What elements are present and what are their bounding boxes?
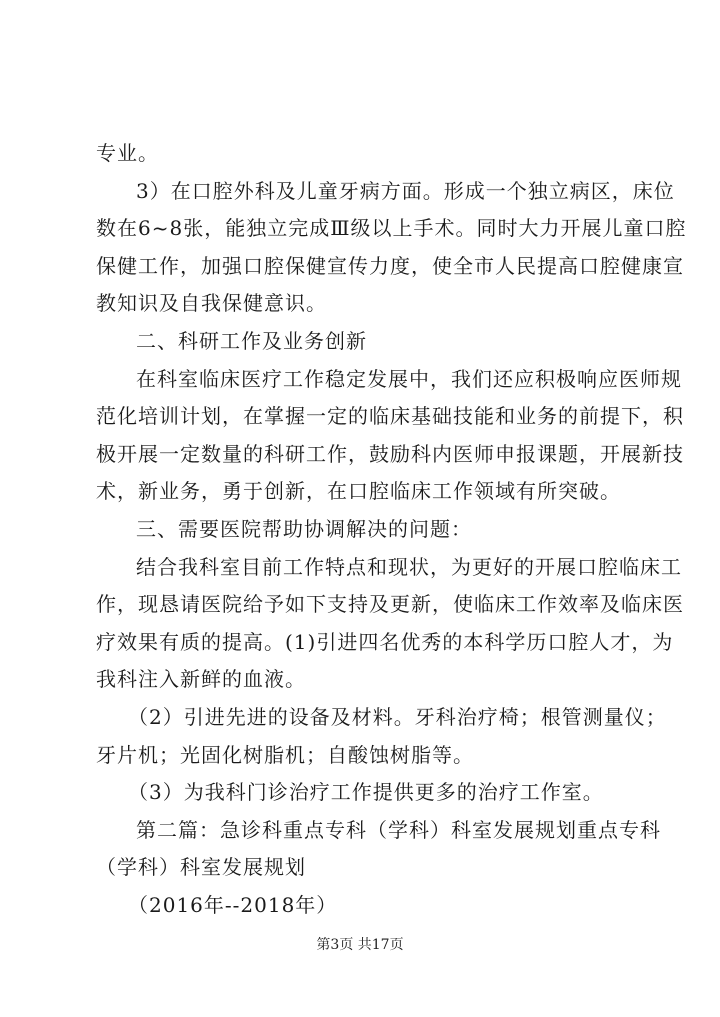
text-line: （3）为我科门诊治疗工作提供更多的治疗工作室。 [128, 780, 604, 805]
text-line: 结合我科室目前工作特点和现状，为更好的开展口腔临床工 [136, 554, 682, 579]
text-line: （2）引进先进的设备及材料。牙科治疗椅；根管测量仪； [128, 705, 667, 729]
text-line: 牙片机；光固化树脂机；自酸蚀树脂等。 [96, 742, 474, 767]
text-line: 专业。 [96, 141, 159, 165]
text-line: 教知识及自我保健意识。 [96, 291, 327, 316]
text-line: 数在6~8张，能独立完成Ⅲ级以上手术。同时大力开展儿童口腔 [96, 216, 687, 241]
text-line: （2016年--2018年） [128, 893, 338, 917]
text-line: 在科室临床医疗工作稳定发展中，我们还应积极响应医师规 [136, 366, 682, 391]
page-number: 第3页 共17页 [316, 937, 404, 953]
section-heading: 第二篇：急诊科重点专科（学科）科室发展规划重点专科 [136, 817, 661, 842]
text-line: 极开展一定数量的科研工作，鼓励科内医师申报课题，开展新技 [96, 441, 684, 466]
text-line: 保健工作，加强口腔保健宣传力度，使全市人民提高口腔健康宣 [96, 253, 684, 278]
text-line: 术，新业务，勇于创新，在口腔临床工作领域有所突破。 [96, 479, 621, 504]
section-heading: 二、科研工作及业务创新 [136, 329, 367, 353]
text-line: 3）在口腔外科及儿童牙病方面。形成一个独立病区，床位 [136, 178, 675, 203]
text-line: 作，现恳请医院给予如下支持及更新，使临床工作效率及临床医 [96, 592, 684, 617]
text-line: 范化培训计划，在掌握一定的临床基础技能和业务的前提下，积 [96, 404, 684, 429]
text-line: 疗效果有质的提高。(1)引进四名优秀的本科学历口腔人才，为 [96, 629, 674, 654]
text-line: 我科注入新鲜的血液。 [96, 667, 306, 692]
text-line: （学科）科室发展规划 [96, 855, 306, 880]
section-heading: 三、需要医院帮助协调解决的问题： [136, 517, 472, 541]
